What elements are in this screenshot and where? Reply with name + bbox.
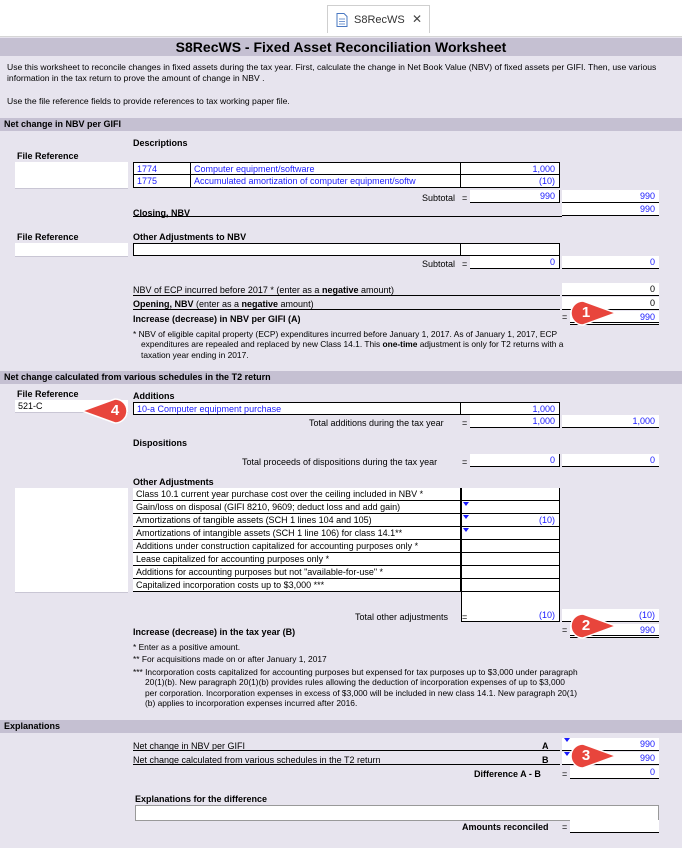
letter-a: A — [542, 741, 549, 751]
gifi-desc-1774[interactable]: Computer equipment/software — [191, 162, 461, 175]
page-title: S8RecWS - Fixed Asset Reconciliation Worksheet — [0, 38, 682, 56]
total-other-adjustments-value: (10) — [470, 609, 560, 622]
file-reference-adj-1[interactable] — [15, 488, 128, 502]
intro-paragraph-1: Use this worksheet to reconcile changes in fixed assets during the tax year. First, calculate the change in Net Book Value (NBV) of fixed assets per GIFI. Then, use various information in the tax return to prove the amount of change in NBV . — [7, 62, 657, 83]
file-reference-adj-8[interactable] — [15, 579, 128, 593]
gifi-code-1774[interactable]: 1774 — [133, 162, 191, 175]
increase-nbv-gifi-value: 990 — [570, 311, 659, 325]
increase-tax-year-value: 990 — [570, 624, 659, 638]
callout-number-1: 1 — [581, 304, 591, 321]
closing-nbv-value: 990 — [562, 203, 659, 216]
equals-sign: = — [462, 193, 468, 203]
file-reference-adj-5[interactable] — [15, 540, 128, 554]
other-adjustments-label: Other Adjustments — [133, 477, 214, 487]
file-reference-label: File Reference — [17, 151, 79, 161]
equals-sign: = — [462, 259, 468, 269]
adjustment-value-intangible[interactable] — [461, 527, 560, 540]
file-reference-adj-6[interactable] — [15, 553, 128, 567]
equals-sign: = — [562, 769, 568, 779]
total-other-adjustments-right: (10) — [562, 609, 659, 622]
other-adj-amount-input[interactable] — [461, 243, 560, 256]
amounts-reconciled-label: Amounts reconciled — [462, 822, 549, 832]
difference-value: 0 — [570, 766, 659, 779]
net-change-t2-value: 990 — [562, 752, 659, 765]
dropdown-marker-icon[interactable] — [463, 502, 469, 506]
row-b-underline — [133, 752, 560, 765]
letter-b: B — [542, 755, 549, 765]
adjustment-label-intangible: Amortizations of intangible assets (SCH 1 line 106) for class 14.1** — [133, 527, 461, 540]
gifi-code-1775[interactable]: 1775 — [133, 175, 191, 188]
net-change-gifi-value: 990 — [562, 738, 659, 751]
gifi-desc-1775[interactable]: Accumulated amortization of computer equipment/softw — [191, 175, 461, 188]
gifi-amount-1775[interactable]: (10) — [461, 175, 560, 188]
net-change-t2-label: Net change calculated from various schedules in the T2 return — [133, 755, 381, 765]
subtotal-label: Subtotal — [422, 193, 456, 203]
adjustment-label-construction: Additions under construction capitalized for accounting purposes only * — [133, 540, 461, 553]
amounts-reconciled-value — [570, 820, 659, 833]
opening-underline — [133, 297, 560, 310]
adjustment-value-class101[interactable] — [461, 488, 560, 501]
ecp-label: NBV of ECP incurred before 2017 * (enter as a negative amount) — [133, 285, 394, 295]
file-reference-label-2: File Reference — [17, 232, 79, 242]
file-reference-input-2[interactable] — [15, 175, 128, 189]
callout-number-3: 3 — [581, 747, 591, 764]
adjustment-label-class101: Class 10.1 current year purchase cost over the ceiling included in NBV * — [133, 488, 461, 501]
increase-tax-year-label: Increase (decrease) in the tax year (B) — [133, 627, 296, 637]
ecp-footnote: * NBV of eligible capital property (ECP) expenditures incurred before January 1, 2017. As of January 1, 2017, ECP expenditures are repealed and replaced by new Class 14.1. This one-time adjustment is only for T2 returns with a taxation year ending in 2017. — [133, 329, 564, 360]
net-change-gifi-label: Net change in NBV per GIFI — [133, 741, 246, 751]
section-header-nbv-gifi: Net change in NBV per GIFI — [0, 118, 682, 131]
ecp-input[interactable]: 0 — [562, 283, 659, 296]
file-reference-adj-4[interactable] — [15, 527, 128, 541]
subtotal-right-value: 990 — [562, 190, 659, 203]
gifi-amount-1774[interactable]: 1,000 — [461, 162, 560, 175]
descriptions-label: Descriptions — [133, 138, 188, 148]
equals-sign: = — [562, 312, 568, 322]
row-a-underline — [133, 738, 560, 751]
subtotal-value: 990 — [470, 190, 560, 203]
addition-desc[interactable]: 10-a Computer equipment purchase — [133, 402, 461, 415]
equals-sign: = — [462, 612, 468, 622]
closing-underline — [133, 204, 562, 217]
closing-nbv-label: Closing, NBV — [133, 208, 191, 218]
document-icon — [336, 13, 348, 27]
adjustment-label-lease: Lease capitalized for accounting purposes only * — [133, 553, 461, 566]
worksheet-page — [0, 36, 682, 848]
callout-number-2: 2 — [581, 617, 591, 634]
callout-number-4: 4 — [110, 402, 120, 419]
other-adjustments-nbv-label: Other Adjustments to NBV — [133, 232, 247, 242]
opening-nbv-label: Opening, NBV (enter as a negative amount) — [133, 299, 314, 309]
adjustment-label-gain-loss: Gain/loss on disposal (GIFI 8210, 9609; deduct loss and add gain) — [133, 501, 461, 514]
subtotal2-label: Subtotal — [422, 259, 456, 269]
file-reference-input-1[interactable] — [15, 162, 128, 176]
dispositions-label: Dispositions — [133, 438, 188, 448]
callout-marker-3 — [568, 741, 618, 771]
opening-nbv-input[interactable]: 0 — [562, 297, 659, 310]
callout-marker-2 — [568, 611, 618, 641]
equals-sign: = — [462, 457, 468, 467]
intro-paragraph-2: Use the file reference fields to provide references to tax working paper file. — [7, 96, 290, 106]
other-adj-desc-input[interactable] — [133, 243, 461, 256]
difference-label: Difference A - B — [474, 769, 541, 779]
adjustment-value-tangible[interactable]: (10) — [461, 514, 560, 527]
additions-label: Additions — [133, 391, 175, 401]
file-reference-input-3[interactable] — [15, 243, 128, 257]
total-additions-value: 1,000 — [470, 415, 560, 428]
adjustment-value-not-available[interactable] — [461, 566, 560, 579]
adjustment-value-incorporation[interactable] — [461, 579, 560, 592]
file-reference-adj-7[interactable] — [15, 566, 128, 580]
subtotal2-value: 0 — [470, 256, 560, 269]
adjustment-value-lease[interactable] — [461, 553, 560, 566]
increase-nbv-gifi-label: Increase (decrease) in NBV per GIFI (A) — [133, 314, 301, 324]
dropdown-marker-icon[interactable] — [463, 528, 469, 532]
total-proceeds-label: Total proceeds of dispositions during the tax year — [242, 457, 438, 467]
equals-sign: = — [562, 625, 568, 635]
equals-sign: = — [562, 822, 568, 832]
total-proceeds-value: 0 — [470, 454, 560, 467]
tab-s8recws[interactable] — [327, 5, 430, 33]
equals-sign: = — [462, 418, 468, 428]
addition-amount[interactable]: 1,000 — [461, 402, 560, 415]
subtotal2-right-value: 0 — [562, 256, 659, 269]
tab-bar — [0, 0, 682, 37]
section-header-explanations: Explanations — [0, 720, 682, 733]
total-other-adjustments-label: Total other adjustments — [355, 612, 449, 622]
adjustment-label-tangible: Amortizations of tangible assets (SCH 1 lines 104 and 105) — [133, 514, 461, 527]
file-reference-adj-3[interactable] — [15, 514, 128, 528]
dropdown-marker-icon[interactable] — [463, 515, 469, 519]
section-header-t2-schedules: Net change calculated from various schedules in the T2 return — [0, 371, 682, 384]
adjustment-label-incorporation: Capitalized incorporation costs up to $3,000 *** — [133, 579, 461, 592]
close-icon[interactable]: ✕ — [411, 12, 422, 26]
file-reference-input-521c[interactable]: 521-C — [15, 400, 128, 413]
adjustment-value-gain-loss[interactable] — [461, 501, 560, 514]
file-reference-label-3: File Reference — [17, 389, 79, 399]
adjustment-value-construction[interactable] — [461, 540, 560, 553]
tab-label: S8RecWS — [354, 13, 405, 26]
explanations-difference-label: Explanations for the difference — [135, 794, 268, 804]
total-proceeds-right: 0 — [562, 454, 659, 467]
schedule-footnotes: * Enter as a positive amount. ** For acquisitions made on or after January 1, 2017 *** Incorporation costs capitalized for accounting purposes but expensed for tax purposes up to $3,000 under paragraph 20(1)(b). New paragraph 20(1)(b) provides rules allowing the deduction of incorporation expenses of up to $3,000 per corporation. Incorporation expenses in excess of $3,000 will be included in new class 14.1. New paragraph 20(1) (b) applies to incorporation expenses incurred after 2016. — [133, 642, 578, 709]
ecp-underline — [133, 283, 560, 296]
adjustment-label-not-available: Additions for accounting purposes but not "available-for-use" * — [133, 566, 461, 579]
callout-marker-1 — [568, 298, 618, 328]
callout-marker-4 — [80, 396, 130, 426]
file-reference-adj-2[interactable] — [15, 501, 128, 515]
total-additions-right: 1,000 — [562, 415, 659, 428]
total-additions-label: Total additions during the tax year — [309, 418, 444, 428]
explanations-textarea[interactable] — [135, 805, 659, 821]
